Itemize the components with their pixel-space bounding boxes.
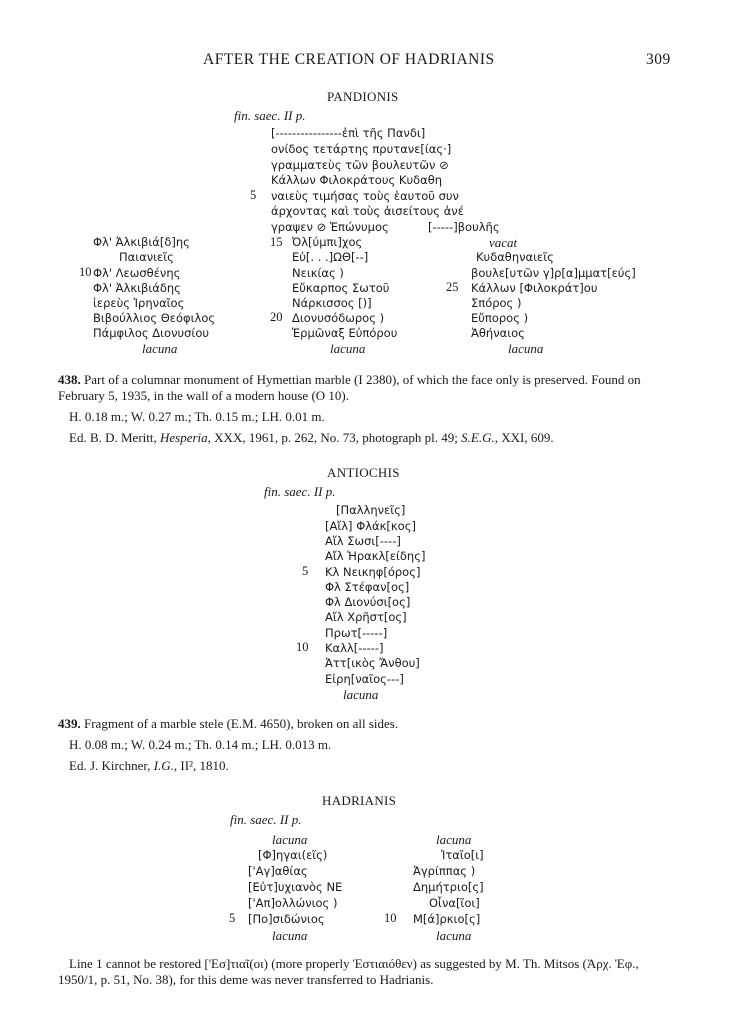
line-number: 5: [250, 188, 257, 202]
column2-line: Ἑρμῶναξ Εὐπόρου: [292, 326, 398, 340]
tribe-heading-pandionis: PANDIONIS: [327, 89, 399, 104]
column2-line: Οἶνα[ῖοι]: [429, 896, 480, 910]
inscription-line: Φλ Διονύσι[ος]: [325, 595, 411, 609]
tribe-heading-antiochis: ANTIOCHIS: [327, 465, 400, 480]
vacat-note: vacat: [489, 235, 518, 250]
lacuna-note: lacuna: [142, 341, 178, 356]
date-hadrianis: fin. saec. II p.: [230, 812, 302, 827]
lacuna-note: lacuna: [272, 832, 308, 847]
lacuna-note: lacuna: [272, 928, 308, 943]
column1-line: Πάμφιλος Διονυσίου: [93, 326, 210, 340]
line-number: 10: [384, 911, 397, 925]
line-number: 20: [270, 310, 283, 324]
column2-line: Διονυσόδωρος ): [292, 311, 385, 325]
date-antiochis: fin. saec. II p.: [264, 484, 336, 499]
column1-line: ['Απ]ολλώνιος ): [248, 896, 338, 910]
column3-line: Σπόρος ): [471, 296, 522, 310]
inscription-line: Αἴλ Σωσι[‑‑‑‑]: [325, 534, 401, 548]
entry-439-description: 439. Fragment of a marble stele (E.M. 4650), broken on all sides.: [58, 716, 399, 731]
column1-line: Φλ' Λεωσθένης: [93, 266, 181, 280]
inscription-line: ονίδος τετάρτης πρυτανε[ίας·]: [271, 142, 452, 156]
line-number: 10: [296, 640, 309, 654]
entry-number: 439.: [58, 716, 81, 731]
line-number: 5: [229, 911, 236, 925]
inscription-line: Ἀττ[ικὸς Ἄνθου]: [325, 656, 420, 670]
column2-line: Νάρκισσος [)]: [292, 296, 372, 310]
entry-438-description-cont: February 5, 1935, in the wall of a modern house (O 10).: [58, 388, 349, 403]
column2-line: Ἀγρίππας ): [413, 864, 476, 878]
inscription-line: Αἴλ Χρῆστ[ος]: [325, 610, 407, 624]
running-title: AFTER THE CREATION OF HADRIANIS: [203, 51, 495, 68]
line-number: 5: [302, 564, 309, 578]
column1-line: ἱερεὺς Ἰρηναῖος: [93, 296, 185, 310]
column2-line: Εὐ[. . .]ΩΘ[‑‑]: [292, 250, 369, 264]
column2-line: Ἰταῖο[ι]: [441, 848, 484, 862]
column2-line: Εὔκαρπος Σωτοῦ: [292, 281, 390, 295]
inscription-line: Πρωτ[‑‑‑‑‑]: [325, 626, 388, 640]
entry-439-dimensions: H. 0.08 m.; W. 0.24 m.; Th. 0.14 m.; LH. 0.013 m.: [69, 737, 332, 752]
lacuna-note: lacuna: [436, 928, 472, 943]
tribe-heading-hadrianis: HADRIANIS: [322, 793, 397, 808]
column3-line: Κάλλων [Φιλοκράτ]ου: [471, 281, 598, 295]
column3-line: βουλε[υτῶν γ]ρ[α]μματ[εύς]: [471, 266, 636, 280]
inscription-line: Αἴλ Ἡρακλ[είδης]: [325, 549, 426, 563]
column1-line: Φλ' Ἀλκιβιάδης: [93, 281, 181, 295]
column1-line: [Πο]σιδώνιος: [248, 912, 325, 926]
inscription-line: άρχοντας καὶ τοὺς ἀισείτους ἀνέ: [271, 204, 464, 218]
column3-line: Εὔπορος ): [471, 311, 529, 325]
inscription-line: [Παλληνεῖς]: [336, 503, 406, 517]
column1-line: Φλ' Ἀλκιβιά[δ]ης: [93, 235, 190, 249]
column1-line: [Εὐτ]υχιανὸς ΝΕ: [248, 880, 343, 894]
lacuna-note: lacuna: [436, 832, 472, 847]
line-number: 10: [79, 265, 92, 279]
note-line: 1950/1, p. 51, No. 38), for this deme was never transferred to Hadrianis.: [58, 972, 434, 987]
lacuna-note: lacuna: [343, 687, 379, 702]
inscription-line: Κλ Νεικηφ[όρος]: [325, 565, 421, 579]
lacuna-note: lacuna: [330, 341, 366, 356]
inscription-line: [‑‑‑‑‑]βουλῆς: [428, 220, 500, 234]
column1-line: [Φ]ηγαι(εῖς): [258, 848, 328, 862]
entry-439-edition: Ed. J. Kirchner, I.G., II², 1810.: [69, 758, 229, 773]
entry-438-dimensions: H. 0.18 m.; W. 0.27 m.; Th. 0.15 m.; LH. 0.01 m.: [69, 409, 325, 424]
page-number: 309: [646, 51, 671, 68]
inscription-line: γραμματεὺς τῶν βουλευτῶν ⊘: [271, 158, 449, 172]
line-number: 25: [446, 280, 459, 294]
column1-line: Παιανιεῖς: [119, 250, 174, 264]
column2-line: Δημήτριο[ς]: [413, 880, 484, 894]
inscription-line: Κάλλων Φιλοκράτους Κυδαθη: [271, 173, 443, 187]
entry-438-description: 438. Part of a columnar monument of Hymettian marble (I 2380), of which the face only is preserved. Found on: [58, 372, 641, 387]
line-number: 15: [270, 235, 283, 249]
inscription-line: [Αἴλ] Φλάκ[κος]: [325, 519, 416, 533]
date-pandionis: fin. saec. II p.: [234, 108, 306, 123]
entry-number: 438.: [58, 372, 81, 387]
inscription-line: Φλ Στέφαν[ος]: [325, 580, 410, 594]
column2-line: Μ[ά]ρκιο[ς]: [413, 912, 481, 926]
note-line: Line 1 cannot be restored ['Εσ]τιαῖ(οι) (more properly Ἑστιαιόθεν) as suggested by M. Th. Mitsos (Ἀρχ. Ἐφ.,: [69, 956, 639, 971]
column3-line: Ἀθήναιος: [471, 326, 525, 340]
inscription-line: [‑‑‑‑‑‑‑‑‑‑‑‑‑‑‑‑ἐπὶ τῆς Πανδι]: [271, 126, 426, 140]
inscription-line: Εἰρη[ναῖος‑‑‑]: [325, 672, 404, 686]
column2-line: Ὀλ[ύμπι]χος: [292, 235, 363, 249]
column3-line: Κυδαθηναιεῖς: [476, 250, 554, 264]
column1-line: ['Αγ]αθίας: [248, 864, 308, 878]
lacuna-note: lacuna: [508, 341, 544, 356]
inscription-line: Καλλ[‑‑‑‑‑]: [325, 641, 384, 655]
inscription-line: ναιεὺς τιμήσας τοὺς ἑαυτοῦ συν: [271, 189, 459, 203]
entry-438-edition: Ed. B. D. Meritt, Hesperia, XXX, 1961, p. 262, No. 73, photograph pl. 49; S.E.G., XXI, 609.: [69, 430, 554, 445]
inscription-line: γραψεν ⊘ Ἐπώνυμος: [271, 220, 389, 234]
column1-line: Βιβούλλιος Θεόφιλος: [93, 311, 216, 325]
column2-line: Νεικίας ): [292, 266, 344, 280]
